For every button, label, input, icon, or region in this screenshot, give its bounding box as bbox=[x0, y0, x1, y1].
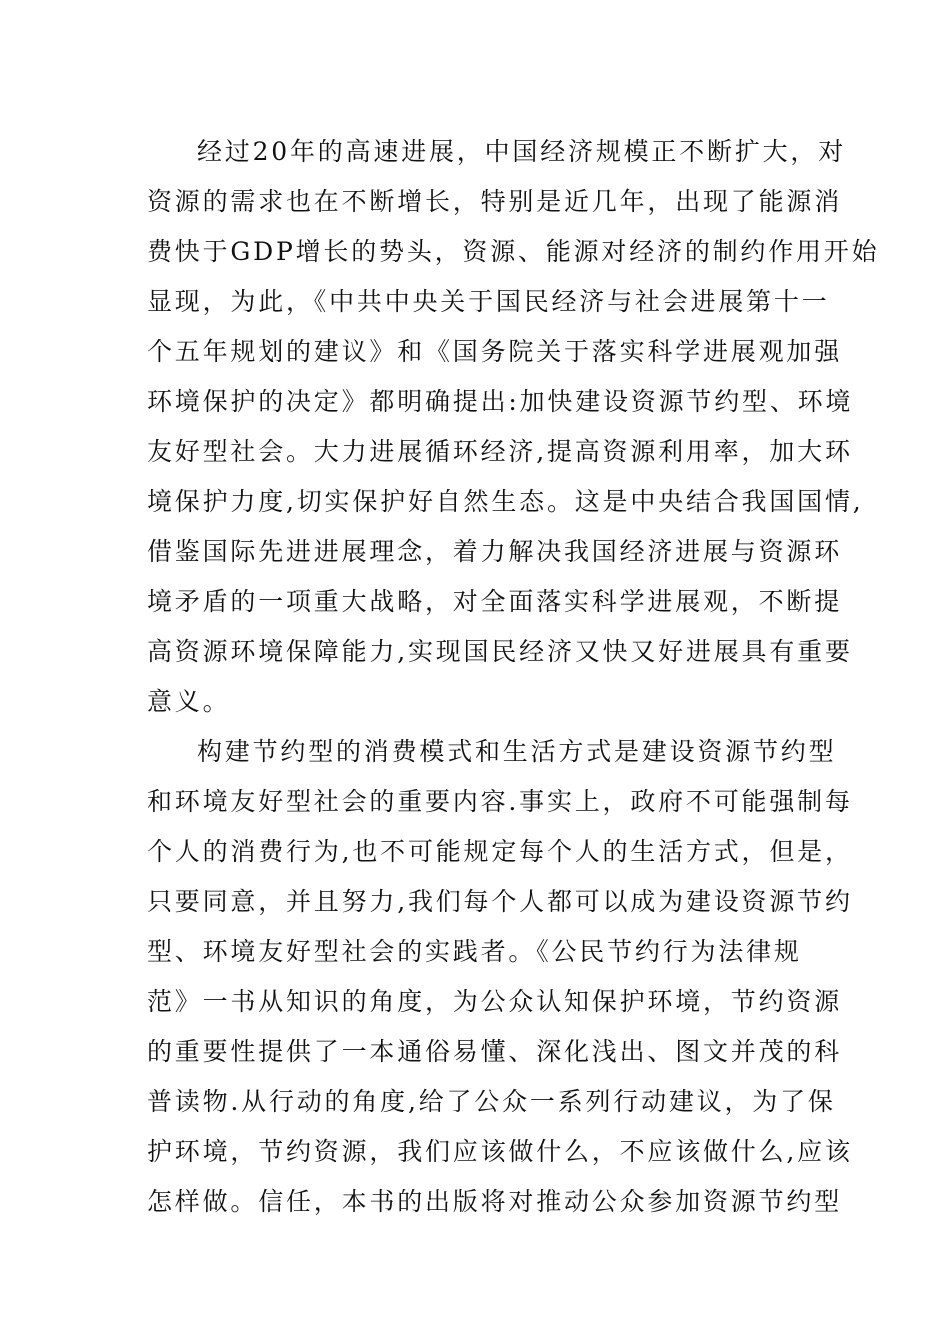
paragraph-1-line-11: 高资源环境保障能力,实现国民经济又快又好进展具有重要 bbox=[147, 637, 853, 666]
paragraph-2-line-5: 型、环境友好型社会的实践者。《公民节约行为法律规 bbox=[147, 937, 802, 966]
paragraph-1-line-8: 境保护力度,切实保护好自然生态。这是中央结合我国国情, bbox=[147, 487, 864, 516]
paragraph-1-line-10: 境矛盾的一项重大战略，对全面落实科学进展观，不断提 bbox=[147, 587, 843, 616]
paragraph-1-line-1: 经过20年的高速进展，中国经济规模正不断扩大，对 bbox=[197, 137, 847, 166]
paragraph-1-line-4: 显现，为此，《中共中央关于国民经济与社会进展第十一 bbox=[147, 287, 830, 316]
paragraph-2-line-10: 怎样做。信任，本书的出版将对推动公众参加资源节约型 bbox=[147, 1187, 843, 1216]
paragraph-1-line-3: 费快于GDP增长的势头，资源、能源对经济的制约作用开始 bbox=[147, 237, 880, 266]
paragraph-1-line-9: 借鉴国际先进进展理念，着力解决我国经济进展与资源环 bbox=[147, 537, 843, 566]
paragraph-1-line-2: 资源的需求也在不断增长，特别是近几年，出现了能源消 bbox=[147, 187, 843, 216]
paragraph-1-line-7: 友好型社会。大力进展循环经济,提高资源利用率，加大环 bbox=[147, 437, 853, 466]
paragraph-2-line-4: 只要同意，并且努力,我们每个人都可以成为建设资源节约 bbox=[147, 887, 853, 916]
paragraph-1-line-12: 意义。 bbox=[147, 687, 231, 716]
paragraph-1-line-5: 个五年规划的建议》和《国务院关于落实科学进展观加强 bbox=[147, 337, 843, 366]
paragraph-2-line-7: 的重要性提供了一本通俗易懂、深化浅出、图文并茂的科 bbox=[147, 1037, 843, 1066]
paragraph-2-line-8: 普读物.从行动的角度,给了公众一系列行动建议，为了保 bbox=[147, 1087, 836, 1116]
paragraph-2-line-1: 构建节约型的消费模式和生活方式是建设资源节约型 bbox=[197, 737, 837, 766]
paragraph-2-line-6: 范》一书从知识的角度，为公众认知保护环境，节约资源 bbox=[147, 987, 843, 1016]
paragraph-2-line-9: 护环境，节约资源，我们应该做什么，不应该做什么,应该 bbox=[147, 1137, 853, 1166]
paragraph-1-line-6: 环境保护的决定》都明确提出:加快建设资源节约型、环境 bbox=[147, 387, 854, 416]
paragraph-2-line-3: 个人的消费行为,也不可能规定每个人的生活方式，但是， bbox=[147, 837, 853, 866]
paragraph-2-line-2: 和环境友好型社会的重要内容.事实上，政府不可能强制每 bbox=[147, 787, 853, 816]
